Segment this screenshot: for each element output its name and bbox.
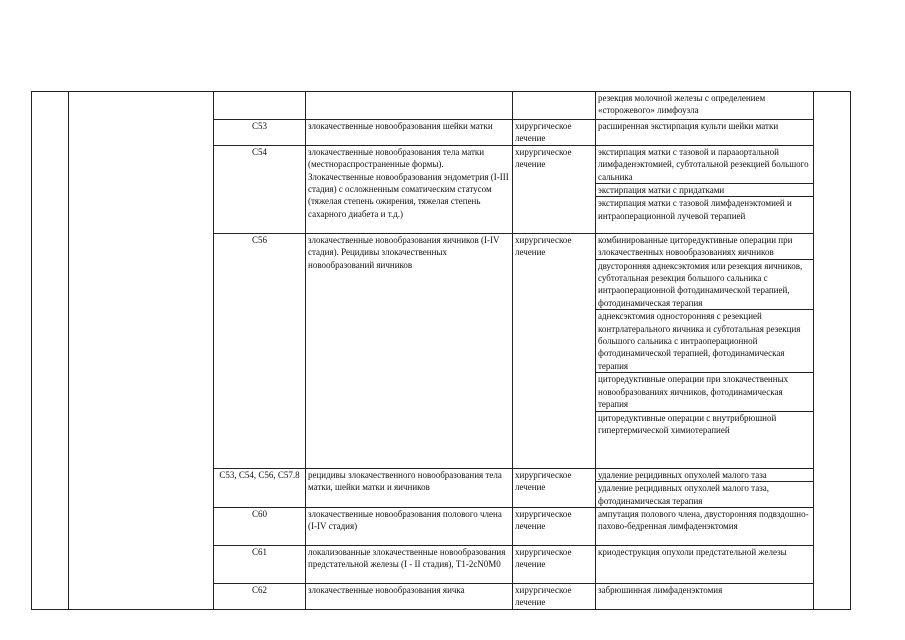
- diagnosis-cell: злокачественные новообразования яичников (I-IV стадия). Рецидивы злокачественных новообразований яичников: [306, 233, 513, 468]
- diagnosis-cell: локализованные злокачественные новообразования предстательной железы (I - II стадия), T1-2cN0M0: [306, 546, 513, 584]
- procedure-cell: [596, 546, 814, 584]
- diagnosis-cell: злокачественные новообразования тела матки (местнораспространенные формы). Злокачественные новообразования эндометрия (I-III стадия) с осложненным соматическим статусом (тяжелая степень ожирения, тяжелая степень сахарного диабета и т.д.): [306, 145, 513, 233]
- treatment-type-cell: хирургическое лечение: [513, 584, 596, 610]
- procedure-item: комбинированные циторедуктивные операции при злокачественных новообразованиях яичников: [596, 234, 813, 260]
- procedure-item: удаление рецидивных опухолей малого таза, фотодинамическая терапия: [598, 483, 769, 506]
- group-name-cell: [69, 92, 214, 610]
- procedure-item: ампутация полового члена, двусторонняя подвздошно-пахово-бедренная лимфаденэктомия: [598, 509, 809, 532]
- procedure-cell: [596, 120, 814, 146]
- treatment-type-cell: хирургическое лечение: [513, 468, 596, 507]
- procedure-item: экстирпация матки с тазовой лимфаденэктомией и интраоперационной лучевой терапией: [598, 198, 792, 221]
- procedure-cell: [596, 508, 814, 546]
- procedure-item: криодеструкция опухоли предстательной железы: [598, 547, 787, 558]
- diagnosis-cell: злокачественные новообразования полового члена (I-IV стадия): [306, 508, 513, 546]
- table-row: [32, 92, 851, 120]
- treatment-table: [31, 91, 851, 610]
- procedure-item: удаление рецидивных опухолей малого таза: [596, 469, 813, 482]
- diagnosis-cell: [306, 92, 513, 120]
- code-cell: C60: [214, 508, 306, 546]
- treatment-type-cell: хирургическое лечение: [513, 233, 596, 468]
- code-cell: C62: [214, 584, 306, 610]
- procedure-item: циторедуктивные операции с внутрибрюшной гипертермической химиотерапией: [598, 412, 777, 435]
- procedure-item: расширенная экстирпация культи шейки матки: [598, 121, 779, 131]
- procedure-cell: [596, 584, 814, 610]
- procedure-cell: [596, 233, 814, 468]
- procedure-cell: [596, 468, 814, 507]
- diagnosis-cell: злокачественные новообразования яичка: [306, 584, 513, 610]
- procedure-cell: [596, 92, 814, 120]
- procedure-item: двусторонняя аднексэктомия или резекция яичников, субтотальная резекция большого сальника с интраоперационной фотодинамической терапией, фотодинамическая терапия: [596, 260, 813, 311]
- group-number-cell: [32, 92, 69, 610]
- code-cell: C53: [214, 120, 306, 146]
- procedure-item: циторедуктивные операции при злокачественных новообразованиях яичников, фотодинамическая терапия: [596, 373, 813, 411]
- treatment-type-cell: [513, 92, 596, 120]
- standard-cell: [814, 92, 851, 610]
- code-cell: C61: [214, 546, 306, 584]
- treatment-type-cell: хирургическое лечение: [513, 120, 596, 146]
- code-cell: C53, C54, C56, C57.8: [214, 468, 306, 507]
- code-cell: [214, 92, 306, 120]
- procedure-item: экстирпация матки с тазовой и парааортальной лимфаденэктомией, субтотальной резекцией большого сальника: [596, 146, 813, 184]
- diagnosis-cell: злокачественные новообразования шейки матки: [306, 120, 513, 146]
- procedure-cell: [596, 145, 814, 233]
- treatment-type-cell: хирургическое лечение: [513, 546, 596, 584]
- treatment-type-cell: хирургическое лечение: [513, 508, 596, 546]
- procedure-item: экстирпация матки с придатками: [596, 184, 813, 197]
- procedure-item: аднексэктомия односторонняя с резекцией контрлатерального яичника и субтотальная резекция большого сальника с интраоперационной фотодинамической терапией, фотодинамическая терапия: [596, 310, 813, 373]
- table-body: [32, 92, 851, 610]
- code-cell: C54: [214, 145, 306, 233]
- procedure-item: резекция молочной железы с определением «сторожевого» лимфоузла: [598, 93, 766, 116]
- code-cell: C56: [214, 233, 306, 468]
- diagnosis-cell: рецидивы злокачественного новообразования тела матки, шейки матки и яичников: [306, 468, 513, 507]
- treatment-type-cell: хирургическое лечение: [513, 145, 596, 233]
- procedure-item: забрюшинная лимфаденэктомия: [598, 585, 723, 596]
